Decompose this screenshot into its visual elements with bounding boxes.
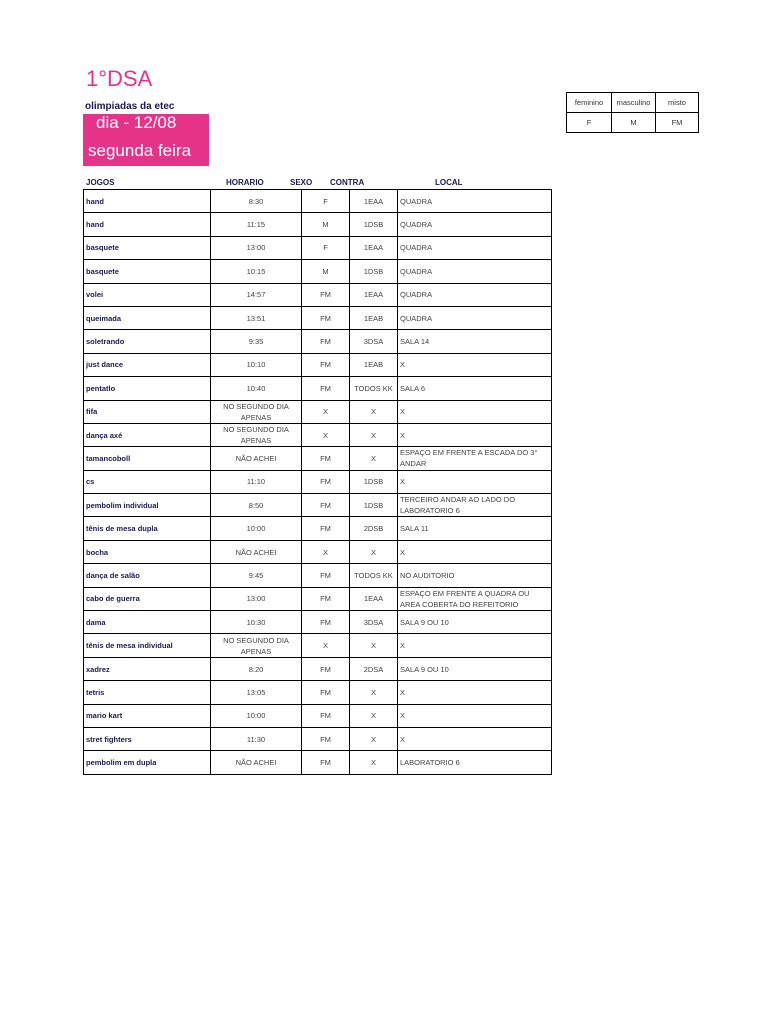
cell-contra-text: X [370,641,376,651]
cell-local [398,353,552,376]
cell-jogo-text: pembolim em dupla [86,758,157,768]
cell-horario-text: 8:20 [248,664,264,674]
cell-local [398,751,552,774]
cell-horario [211,751,302,774]
cell-contra-text: X [370,547,376,557]
cell-local-text: X [400,430,406,440]
cell-jogo [84,423,211,446]
cell-jogo-text: bocha [86,547,109,557]
table-row [84,400,552,423]
cell-horario [211,400,302,423]
cell-horario [211,260,302,283]
cell-contra [350,213,398,236]
cell-sexo [302,634,350,657]
cell-local-text: SALA 6 [400,383,426,393]
cell-contra [350,611,398,634]
cell-local-text: X [400,477,406,487]
table-row [84,704,552,727]
cell-jogo-text: xadrez [86,664,110,674]
cell-contra [350,260,398,283]
table-row [84,494,552,517]
cell-jogo-text: fifa [86,407,98,417]
cell-contra [350,353,398,376]
cell-contra-text: 1DSB [363,500,384,510]
cell-local-text: X [400,711,406,721]
cell-local-text: X [400,360,406,370]
cell-local [398,470,552,493]
cell-jogo [84,306,211,329]
cell-horario-text: 13:51 [246,313,266,323]
cell-horario [211,283,302,306]
cell-sexo [302,353,350,376]
cell-contra-text: 2DSB [363,524,384,534]
cell-contra-text: 1DSB [363,220,384,230]
cell-horario [211,494,302,517]
cell-horario [211,236,302,259]
cell-contra [350,377,398,400]
cell-local-text: QUADRA [400,313,433,323]
cell-contra [350,283,398,306]
cell-horario-text: NO SEGUNDO DIA APENAS [223,635,289,656]
cell-jogo-text: hand [86,196,104,206]
cell-horario [211,353,302,376]
cell-horario [211,727,302,750]
table-row [84,564,552,587]
legend-header-feminino: feminino [567,93,612,113]
day-label: dia - 12/08 [96,113,177,132]
cell-sexo [302,657,350,680]
cell-local-text: X [400,547,406,557]
cell-local [398,611,552,634]
cell-local-text: SALA 9 OU 10 [400,664,449,674]
cell-jogo-text: queimada [86,313,122,323]
cell-horario-text: 10:30 [246,617,266,627]
table-row [84,353,552,376]
header-horario: HORARIO [226,178,264,187]
table-row [84,751,552,774]
cell-horario [211,634,302,657]
cell-horario [211,306,302,329]
cell-contra [350,517,398,540]
cell-horario-text: 10:15 [246,266,266,276]
legend-value-f: F [567,113,612,133]
cell-local [398,306,552,329]
cell-jogo-text: tetris [86,687,105,697]
cell-contra-text: X [370,758,376,768]
cell-contra [350,494,398,517]
cell-local-text: QUADRA [400,290,433,300]
cell-sexo [302,400,350,423]
cell-sexo-text: FM [320,617,331,627]
cell-contra-text: 1EAA [363,243,384,253]
cell-contra [350,704,398,727]
cell-jogo [84,190,211,213]
cell-contra [350,470,398,493]
cell-jogo-text: tênis de mesa individual [86,641,173,651]
cell-horario-text: 9:35 [248,337,264,347]
cell-horario-text: NÃO ACHEI [235,758,277,768]
cell-local-text: SALA 9 OU 10 [400,617,449,627]
cell-horario-text: 8:50 [248,500,264,510]
table-row [84,330,552,353]
cell-local [398,400,552,423]
cell-local-text: QUADRA [400,266,433,276]
cell-horario-text: 8:30 [248,196,264,206]
weekday-label: segunda feira [88,141,192,160]
cell-contra-text: 1EAB [363,360,384,370]
cell-sexo-text: FM [320,383,331,393]
cell-horario [211,540,302,563]
cell-sexo [302,611,350,634]
cell-sexo [302,190,350,213]
cell-jogo-text: volei [86,290,104,300]
cell-sexo-text: X [322,430,328,440]
header-contra: CONTRA [330,178,365,187]
cell-jogo-text: basquete [86,266,119,276]
cell-local [398,727,552,750]
cell-local-text: SALA 14 [400,337,430,347]
cell-sexo [302,540,350,563]
cell-jogo-text: dança axé [86,430,123,440]
cell-contra [350,564,398,587]
cell-horario-text: 13:00 [246,243,266,253]
cell-horario-text: 10:00 [246,524,266,534]
cell-sexo [302,751,350,774]
cell-horario [211,470,302,493]
cell-contra-text: 3DSA [363,617,384,627]
cell-sexo-text: FM [320,313,331,323]
cell-jogo-text: cs [86,477,95,487]
cell-local-text: TERCEIRO ANDAR AO LADO DO LABORATORIO 6 [400,495,516,516]
cell-local-text: QUADRA [400,220,433,230]
date-banner [83,114,209,166]
cell-sexo [302,283,350,306]
cell-contra [350,634,398,657]
cell-jogo [84,634,211,657]
cell-local [398,260,552,283]
cell-sexo-text: F [323,243,328,253]
page-subtitle: olimpiadas da etec [85,101,175,112]
table-row [84,260,552,283]
cell-local-text: LABORATORIO 6 [400,758,460,768]
cell-sexo-text: X [322,641,328,651]
cell-jogo [84,260,211,283]
cell-sexo-text: FM [320,524,331,534]
cell-sexo [302,260,350,283]
cell-horario-text: NÃO ACHEI [235,453,277,463]
cell-local-text: QUADRA [400,196,433,206]
cell-local [398,213,552,236]
cell-jogo [84,517,211,540]
table-row [84,470,552,493]
cell-horario-text: 10:10 [246,360,266,370]
cell-contra [350,236,398,259]
cell-jogo [84,400,211,423]
cell-local-text: X [400,687,406,697]
cell-contra-text: TODOS KK [354,570,393,580]
table-row [84,447,552,470]
cell-sexo-text: FM [320,664,331,674]
cell-jogo [84,681,211,704]
cell-local-text: ESPAÇO EM FRENTE A QUADRA OU AREA COBERTA DO REFEITORIO [400,588,530,609]
cell-local [398,564,552,587]
cell-sexo-text: F [323,196,328,206]
cell-horario-text: 9:45 [248,570,264,580]
cell-contra-text: 3DSA [363,337,384,347]
cell-sexo [302,587,350,610]
cell-contra-text: 1EAA [363,594,384,604]
cell-jogo [84,540,211,563]
cell-horario [211,190,302,213]
cell-sexo-text: FM [320,711,331,721]
table-row [84,657,552,680]
cell-local [398,657,552,680]
cell-jogo-text: hand [86,220,104,230]
cell-local [398,377,552,400]
table-row [84,377,552,400]
cell-sexo-text: FM [320,570,331,580]
cell-local [398,704,552,727]
cell-contra-text: 1EAA [363,290,384,300]
cell-contra-text: X [370,687,376,697]
cell-horario-text: NÃO ACHEI [235,547,277,557]
cell-contra [350,306,398,329]
header-local: LOCAL [435,178,463,187]
cell-local [398,681,552,704]
cell-jogo [84,751,211,774]
cell-local [398,423,552,446]
cell-jogo [84,447,211,470]
table-row [84,236,552,259]
legend-value-row [567,113,699,133]
cell-contra [350,751,398,774]
cell-sexo [302,447,350,470]
cell-sexo [302,236,350,259]
cell-jogo-text: soletrando [86,337,125,347]
cell-jogo-text: basquete [86,243,119,253]
cell-contra-text: X [370,407,376,417]
cell-local [398,330,552,353]
cell-horario-text: 13:05 [246,687,266,697]
cell-sexo-text: FM [320,687,331,697]
cell-contra [350,657,398,680]
cell-local [398,540,552,563]
cell-horario [211,587,302,610]
legend-table [566,92,699,133]
cell-contra [350,330,398,353]
cell-sexo-text: FM [320,477,331,487]
cell-jogo-text: dança de salão [86,570,140,580]
cell-local-text: SALA 11 [400,524,429,534]
cell-jogo [84,587,211,610]
table-row [84,727,552,750]
cell-local [398,634,552,657]
cell-jogo-text: mario kart [86,711,123,721]
cell-sexo [302,681,350,704]
table-row [84,190,552,213]
cell-sexo-text: X [322,407,328,417]
cell-jogo-text: cabo de guerra [86,594,140,604]
cell-jogo [84,283,211,306]
cell-sexo [302,377,350,400]
cell-jogo-text: dama [86,617,106,627]
cell-horario [211,213,302,236]
cell-contra [350,400,398,423]
cell-contra-text: 1DSB [363,477,384,487]
cell-jogo-text: pembolim individual [86,500,159,510]
legend-header-misto: misto [656,93,699,113]
cell-horario [211,564,302,587]
cell-horario-text: 14:57 [246,290,266,300]
cell-horario [211,681,302,704]
cell-horario-text: NO SEGUNDO DIA APENAS [223,425,289,446]
cell-contra [350,190,398,213]
cell-jogo [84,236,211,259]
legend-value-m: M [612,113,656,133]
cell-sexo [302,564,350,587]
cell-sexo-text: FM [320,360,331,370]
cell-local [398,494,552,517]
table-row [84,517,552,540]
page-title: 1°DSA [86,66,153,91]
cell-contra [350,540,398,563]
cell-jogo [84,330,211,353]
cell-sexo [302,704,350,727]
cell-jogo [84,494,211,517]
cell-horario [211,657,302,680]
cell-sexo-text: X [322,547,328,557]
cell-horario-text: 11:10 [246,477,266,487]
cell-sexo [302,494,350,517]
legend-value-fm: FM [656,113,699,133]
cell-sexo-text: M [322,220,329,230]
cell-local [398,190,552,213]
table-row [84,611,552,634]
schedule-table [83,189,552,775]
cell-sexo-text: FM [320,734,331,744]
table-row [84,634,552,657]
cell-contra [350,727,398,750]
cell-contra-text: 1EAB [363,313,384,323]
cell-sexo [302,470,350,493]
cell-local [398,587,552,610]
cell-local-text: X [400,407,406,417]
cell-horario-text: 11:30 [246,734,266,744]
cell-local-text: X [400,641,406,651]
cell-contra [350,587,398,610]
cell-jogo-text: just dance [86,360,124,370]
cell-jogo [84,564,211,587]
cell-local-text: NO AUDITORIO [400,570,455,580]
cell-jogo [84,213,211,236]
cell-sexo [302,517,350,540]
cell-contra-text: 2DSA [363,664,384,674]
cell-contra-text: X [370,430,376,440]
cell-jogo [84,377,211,400]
cell-sexo [302,423,350,446]
legend-header-row [567,93,699,113]
cell-horario [211,704,302,727]
table-row [84,423,552,446]
cell-jogo-text: stret fighters [86,734,132,744]
cell-contra-text: TODOS KK [354,383,393,393]
cell-sexo [302,306,350,329]
cell-sexo [302,727,350,750]
cell-horario-text: 10:40 [246,383,266,393]
table-row [84,213,552,236]
cell-sexo-text: FM [320,594,331,604]
cell-jogo [84,470,211,493]
cell-jogo [84,353,211,376]
cell-jogo [84,727,211,750]
cell-local [398,517,552,540]
cell-sexo [302,330,350,353]
cell-sexo-text: FM [320,290,331,300]
cell-horario-text: 13:00 [246,594,266,604]
cell-jogo-text: tamancoboll [86,453,131,463]
legend-header-masculino: masculino [612,93,656,113]
cell-horario [211,377,302,400]
cell-contra [350,447,398,470]
cell-jogo-text: pentatlo [86,383,116,393]
table-row [84,306,552,329]
cell-horario [211,330,302,353]
cell-jogo-text: tênis de mesa dupla [86,524,158,534]
cell-contra-text: X [370,453,376,463]
cell-horario [211,611,302,634]
table-row [84,681,552,704]
cell-contra [350,423,398,446]
cell-contra-text: X [370,711,376,721]
table-row [84,540,552,563]
cell-sexo-text: FM [320,453,331,463]
cell-horario-text: 10:00 [246,711,266,721]
cell-local-text: QUADRA [400,243,433,253]
table-row [84,283,552,306]
cell-local [398,236,552,259]
cell-contra-text: X [370,734,376,744]
cell-horario [211,423,302,446]
cell-horario [211,517,302,540]
header-jogos: JOGOS [86,178,115,187]
header-sexo: SEXO [290,178,313,187]
cell-sexo-text: FM [320,758,331,768]
cell-horario [211,447,302,470]
cell-sexo-text: FM [320,500,331,510]
cell-sexo [302,213,350,236]
cell-local-text: X [400,734,406,744]
cell-local [398,447,552,470]
cell-contra [350,681,398,704]
cell-jogo [84,657,211,680]
cell-sexo-text: M [322,266,329,276]
table-row [84,587,552,610]
cell-contra-text: 1EAA [363,196,384,206]
cell-local-text: ESPAÇO EM FRENTE A ESCADA DO 3° ANDAR [400,448,538,469]
cell-horario-text: 11:15 [246,220,266,230]
cell-jogo [84,704,211,727]
cell-contra-text: 1DSB [363,266,384,276]
cell-jogo [84,611,211,634]
cell-sexo-text: FM [320,337,331,347]
cell-horario-text: NO SEGUNDO DIA APENAS [223,401,289,422]
cell-local [398,283,552,306]
